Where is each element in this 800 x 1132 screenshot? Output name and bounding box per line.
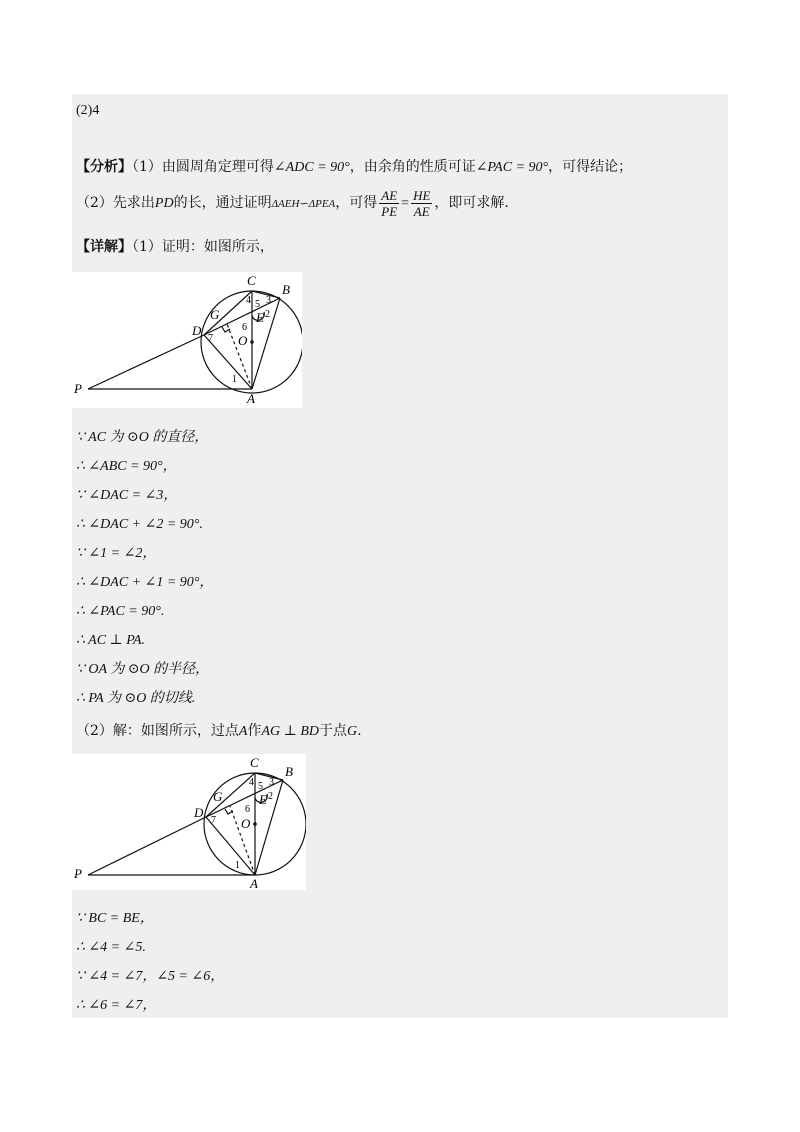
proof-text: ∠4 = ∠7，∠5 = ∠6， xyxy=(88,969,225,984)
proof-text: ∠1 = ∠2， xyxy=(88,546,157,561)
proof-text: ∠DAC + ∠2 = 90°. xyxy=(88,517,203,532)
proof2-line xyxy=(76,910,154,928)
proof-text: ∠DAC + ∠1 = 90°， xyxy=(88,575,214,590)
part2-intro-b: 作 xyxy=(247,723,262,739)
proof2-line xyxy=(76,968,224,986)
fig1-label-g: G xyxy=(210,307,220,322)
part2-intro xyxy=(76,722,362,741)
detail-intro: （1）证明：如图所示， xyxy=(132,239,274,255)
fig1-label-a: A xyxy=(247,391,255,406)
proof-symbol: ∵ xyxy=(76,969,85,984)
proof-text: BC = BE， xyxy=(88,911,154,926)
fig2-num-1: 1 xyxy=(235,860,240,871)
fig1-num-4: 4 xyxy=(246,295,251,306)
frac2-den: AE xyxy=(413,203,430,219)
answer-line: (2)4 xyxy=(76,103,100,118)
proof1-line xyxy=(76,661,209,679)
analysis-line-1 xyxy=(76,158,632,177)
detail-tag: 【详解】 xyxy=(76,239,132,255)
fig1-label-o: O xyxy=(238,333,248,348)
proof-text: AC ⊥ PA. xyxy=(88,633,146,648)
proof-text: ∠6 = ∠7， xyxy=(88,998,157,1013)
proof-text: ∠ABC = 90°， xyxy=(88,459,177,474)
analysis-math-adc: ∠ADC = 90° xyxy=(273,160,350,175)
fig2-label-p: P xyxy=(74,866,82,881)
proof-symbol: ∵ xyxy=(76,911,85,926)
proof-symbol: ∴ xyxy=(76,575,85,590)
fraction-he-ae xyxy=(411,188,432,219)
proof1-line xyxy=(76,516,203,534)
fig2-num-2: 2 xyxy=(268,791,273,802)
fig1-label-e: E xyxy=(256,310,264,325)
fig1-num-7: 7 xyxy=(208,333,213,344)
fig1-num-2: 2 xyxy=(265,309,270,320)
analysis-part1: （1）由圆周角定理可得 xyxy=(132,159,274,175)
proof1-line xyxy=(76,690,195,708)
proof-symbol: ∴ xyxy=(76,459,85,474)
fig1-num-3: 3 xyxy=(266,295,271,306)
analysis-part2-mid2: ，可得 xyxy=(335,195,378,211)
proof-symbol: ∴ xyxy=(76,517,85,532)
proof-symbol: ∵ xyxy=(76,662,85,677)
fig1-label-p: P xyxy=(74,381,82,396)
geometry-figure-2 xyxy=(72,754,306,890)
proof-symbol: ∴ xyxy=(76,604,85,619)
fig2-label-b: B xyxy=(285,764,293,779)
fig2-label-g: G xyxy=(213,789,223,804)
fig1-label-d: D xyxy=(192,323,202,338)
proof-symbol: ∴ xyxy=(76,633,85,648)
fig1-num-5: 5 xyxy=(255,299,260,310)
proof2-line xyxy=(76,997,156,1015)
part2-point-g: G xyxy=(346,724,358,739)
proof2-line xyxy=(76,939,146,957)
analysis-tri2: ΔPEA xyxy=(308,198,336,210)
proof1-line xyxy=(76,603,164,621)
part2-math-ag-bd: AG ⊥ BD xyxy=(261,724,319,739)
part2-intro-a: （2）解：如图所示，过点 xyxy=(76,723,239,739)
frac1-num: AE xyxy=(381,187,398,203)
proof-symbol: ∵ xyxy=(76,430,85,445)
fig2-num-4: 4 xyxy=(249,777,254,788)
proof-symbol: ∴ xyxy=(76,691,85,706)
analysis-math-pac: ∠PAC = 90° xyxy=(475,160,549,175)
analysis-line-2 xyxy=(76,186,509,221)
analysis-sim: ∽ xyxy=(299,197,309,210)
analysis-part1-end: ，可得结论； xyxy=(548,159,633,175)
proof-text: ∠DAC = ∠3， xyxy=(88,488,178,503)
proof1-line xyxy=(76,458,177,476)
fig2-num-5: 5 xyxy=(258,781,263,792)
fig1-num-6: 6 xyxy=(242,322,247,333)
analysis-part1-mid: ，由余角的性质可证 xyxy=(349,159,476,175)
part2-intro-end: . xyxy=(357,723,362,739)
proof1-line xyxy=(76,487,177,505)
fig2-label-a: A xyxy=(250,876,258,890)
fig2-num-6: 6 xyxy=(245,804,250,815)
fig1-num-1: 1 xyxy=(232,374,237,385)
proof-text: OA 为 ⊙O 的半径， xyxy=(88,662,210,677)
proof-text: PA 为 ⊙O 的切线. xyxy=(88,691,196,706)
proof-symbol: ∵ xyxy=(76,488,85,503)
fig2-num-7: 7 xyxy=(211,815,216,826)
analysis-pd: PD xyxy=(154,196,174,211)
fig2-label-d: D xyxy=(194,805,204,820)
fig1-label-b: B xyxy=(282,282,290,297)
fig2-label-c: C xyxy=(250,755,259,770)
part2-intro-c: 于点 xyxy=(318,723,347,739)
analysis-part2-end: ，即可求解. xyxy=(434,195,509,211)
fraction-ae-pe xyxy=(379,188,399,219)
proof1-line xyxy=(76,545,156,563)
frac2-num: HE xyxy=(413,187,431,203)
proof-text: ∠4 = ∠5. xyxy=(88,940,146,955)
proof-symbol: ∴ xyxy=(76,998,85,1013)
detail-line xyxy=(76,238,274,256)
proof1-line xyxy=(76,429,208,447)
analysis-tag: 【分析】 xyxy=(76,159,132,175)
proof-symbol: ∵ xyxy=(76,546,85,561)
geometry-figure-1 xyxy=(72,272,302,408)
proof-text: AC 为 ⊙O 的直径， xyxy=(88,430,209,445)
analysis-tri1: ΔAEH xyxy=(271,198,300,210)
fig1-label-c: C xyxy=(247,273,256,288)
proof-symbol: ∴ xyxy=(76,940,85,955)
proof1-line xyxy=(76,574,213,592)
fig2-label-o: O xyxy=(241,816,251,831)
proof1-line xyxy=(76,632,145,650)
equals-sign: = xyxy=(401,196,410,211)
proof-text: ∠PAC = 90°. xyxy=(88,604,165,619)
part2-point-a: A xyxy=(238,724,248,739)
analysis-part2-mid1: 的长，通过证明 xyxy=(173,195,272,211)
analysis-part2-start: （2）先求出 xyxy=(76,195,155,211)
fig2-label-e: E xyxy=(259,792,267,807)
frac1-den: PE xyxy=(381,203,398,219)
fig2-num-3: 3 xyxy=(269,777,274,788)
